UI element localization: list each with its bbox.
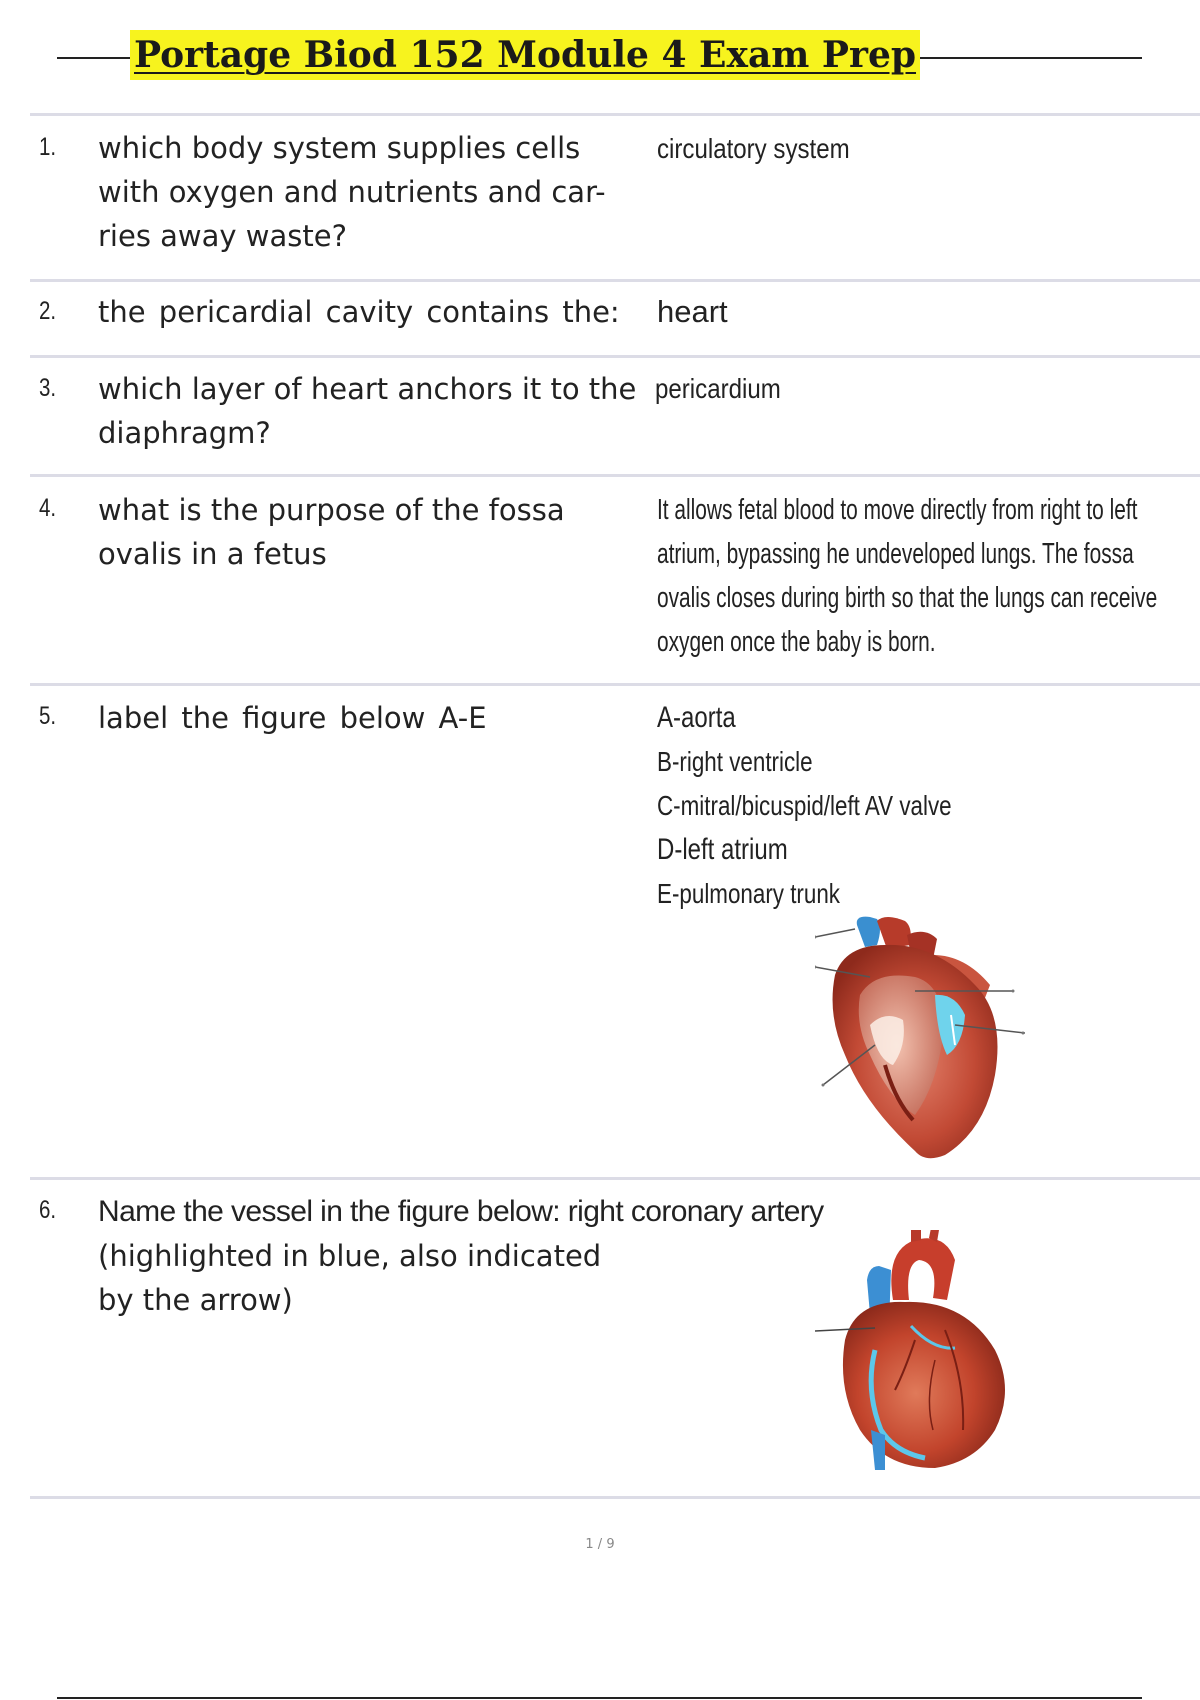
question-line: which layer of heart anchors it to the <box>98 372 637 406</box>
answer-line: ovalis closes during birth so that the lungs can receive <box>657 582 1158 614</box>
question-line <box>98 1190 824 1234</box>
answer-text <box>657 488 1158 664</box>
divider <box>30 279 1200 282</box>
divider <box>30 113 1200 116</box>
question-line: with oxygen and nutrients and car- <box>98 175 606 209</box>
answer-line: pericardium <box>655 373 781 404</box>
aortic-arch-shape <box>891 1238 955 1300</box>
question-line: ries away waste? <box>98 219 347 253</box>
answer-line: A-aorta <box>657 701 736 734</box>
question-text <box>98 367 658 455</box>
vena-cava-shape <box>857 917 880 947</box>
document-title: Portage Biod 152 Module 4 Exam Prep <box>130 30 920 80</box>
divider <box>30 474 1200 477</box>
answer-line: oxygen once the baby is born. <box>657 626 936 658</box>
title-bar <box>57 30 1142 82</box>
answer-line: E-pulmonary trunk <box>657 878 841 909</box>
question-line-text: Name the vessel in the figure below: <box>98 1195 560 1228</box>
question-text <box>98 1190 824 1322</box>
answer-text <box>657 127 1121 171</box>
answer-line: B-right ventricle <box>657 746 813 777</box>
question-line: label the figure below A-E <box>98 701 487 735</box>
question-number: 2. <box>39 297 57 325</box>
page-indicator: 1 / 9 <box>585 1537 615 1552</box>
answer-text <box>657 696 1089 916</box>
question-text <box>98 696 653 740</box>
divider <box>30 1496 1200 1499</box>
divider <box>30 355 1200 358</box>
heart-exterior-illustration <box>815 1230 1020 1470</box>
question-text <box>98 290 653 334</box>
inferior-vena-cava-shape <box>871 1430 885 1470</box>
question-text <box>98 488 653 576</box>
answer-line: D-left atrium <box>657 833 788 866</box>
question-number: 6. <box>39 1196 57 1224</box>
answer-line: circulatory system <box>657 133 850 164</box>
answer-line: atrium, bypassing he undeveloped lungs. The fossa <box>657 538 1134 570</box>
answer-line: It allows fetal blood to move directly from right to left <box>657 494 1138 526</box>
question-number: 3. <box>39 374 57 402</box>
arch-branch-shape <box>911 1230 921 1242</box>
answer-line: heart <box>657 294 728 329</box>
label-dot <box>1012 990 1015 993</box>
question-line: (highlighted in blue, also indicated <box>98 1239 602 1273</box>
divider <box>30 683 1200 686</box>
answer-line: C-mitral/bicuspid/left AV valve <box>657 790 952 821</box>
question-line: what is the purpose of the fossa <box>98 493 565 527</box>
answer-text <box>655 367 1119 411</box>
question-line: ovalis in a fetus <box>98 537 327 571</box>
question-number: 1. <box>39 133 57 161</box>
question-number: 4. <box>39 494 57 522</box>
label-dot <box>1022 1032 1025 1035</box>
answer-text: right coronary artery <box>567 1195 824 1228</box>
label-line-a <box>815 929 855 937</box>
question-line: by the arrow) <box>98 1283 293 1317</box>
label-dot <box>822 1084 825 1087</box>
bottom-rule <box>57 1697 1142 1699</box>
label-dot <box>815 966 817 969</box>
heart-cross-section-illustration <box>815 915 1025 1160</box>
question-number: 5. <box>39 702 57 730</box>
question-text <box>98 126 653 258</box>
divider <box>30 1177 1200 1180</box>
question-line: diaphragm? <box>98 416 271 450</box>
question-line: which body system supplies cells <box>98 131 581 165</box>
aorta-shape <box>877 917 911 949</box>
answer-text <box>657 290 1197 334</box>
label-dot <box>815 936 817 939</box>
question-line: the pericardial cavity contains the: <box>98 295 620 329</box>
heart-body-shape <box>843 1302 1005 1468</box>
